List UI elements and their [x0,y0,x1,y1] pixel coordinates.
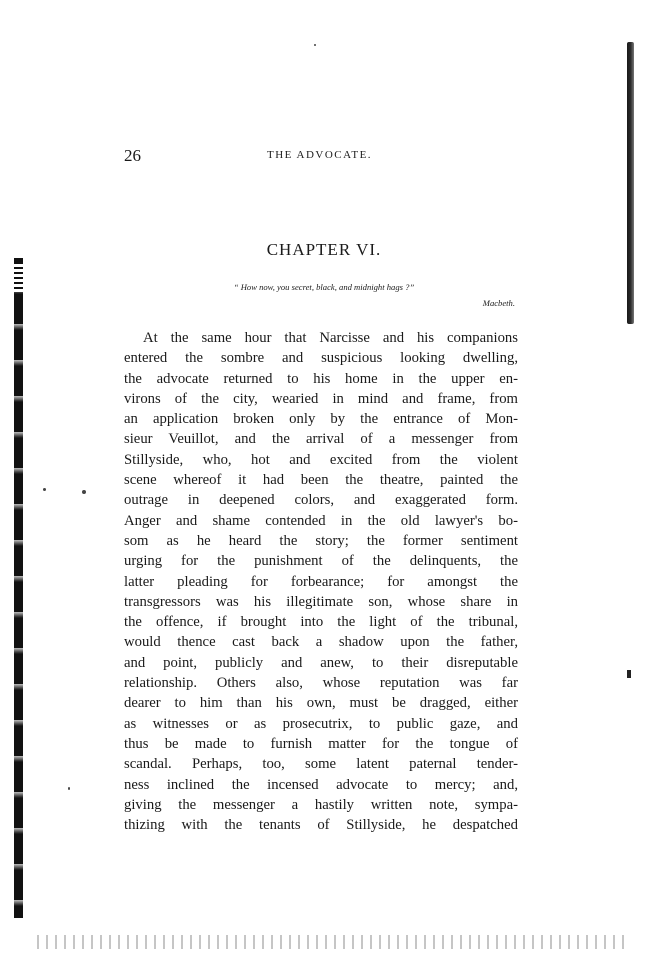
text-line: would thence cast back a shadow upon the father, [124,634,518,651]
ink-speck [68,787,70,790]
running-head [124,146,524,166]
ink-speck [82,490,86,494]
chapter-title: CHAPTER VI. [266,240,382,259]
page-number: 26 [124,146,141,165]
epigraph-attribution: Macbeth. [482,298,515,308]
text-line: thizing with the tenants of Stillyside, he despatched [124,817,518,834]
text-line: outrage in deepened colors, and exaggerated form. [124,492,518,509]
text-line: ness inclined the incensed advocate to mercy; and, [124,776,518,793]
text-line: sieur Veuillot, and the arrival of a messenger from [124,431,518,448]
body-text [124,328,518,835]
binding-stitch-marks [14,262,23,292]
page-edge-shadow [627,42,634,324]
text-line: som as he heard the story; the former sentiment [124,532,518,549]
text-line: virons of the city, wearied in mind and frame, from [124,390,518,407]
running-title: THE ADVOCATE. [267,149,373,161]
text-line: and point, publicly and anew, to their disreputable [124,654,518,671]
text-line: scene whereof it had been the theatre, painted the [124,472,518,489]
text-line: entered the sombre and suspicious looking dwelling, [124,350,518,367]
ink-speck [43,488,46,491]
text-line: dearer to him than his own, must be dragged, either [124,695,518,712]
text-line: Anger and shame contended in the old lawyer's bo- [124,512,518,529]
text-line: At the same hour that Narcisse and his companions [143,330,518,346]
text-line: the offence, if brought into the light of the tribunal, [124,614,518,631]
page-bottom-edge [30,935,630,949]
text-line: scandal. Perhaps, too, some latent paternal tender- [124,756,518,773]
text-line: Stillyside, who, hot and excited from the violent [124,451,518,468]
page-edge-mark [627,670,631,678]
text-line: thus be made to furnish matter for the tongue of [124,735,518,752]
text-line: giving the messenger a hastily written note, sympa- [124,796,518,813]
text-line: urging for the punishment of the delinquents, the [124,553,518,570]
text-line: an application broken only by the entrance of Mon- [124,411,518,428]
text-line: the advocate returned to his home in the upper en- [124,370,518,387]
binding-edge [14,258,23,918]
text-line: latter pleading for forbearance; for amongst the [124,573,518,590]
text-line: transgressors was his illegitimate son, whose share in [124,593,518,610]
ink-speck [314,44,316,46]
text-line: as witnesses or as prosecutrix, to public gaze, and [124,715,518,732]
text-line: relationship. Others also, whose reputation was far [124,675,518,692]
epigraph: “ How now, you secret, black, and midnight hags ?” [233,282,415,292]
